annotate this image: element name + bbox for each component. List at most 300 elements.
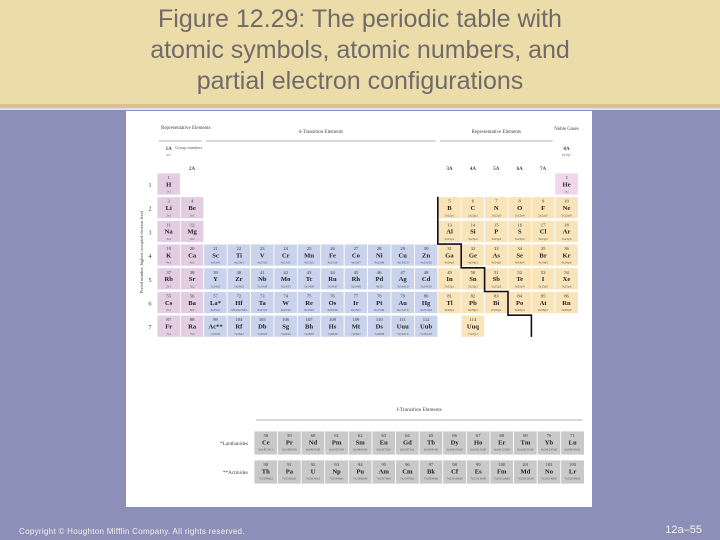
lanthanide-er-configuration: 6s24f125d0: [493, 447, 510, 452]
lanthanide-lu-configuration: 6s24f145d1: [564, 447, 581, 452]
actinide-md-number: 101: [521, 462, 529, 467]
element-co-configuration: 4s23d7: [351, 260, 361, 265]
header-noble-gases: Noble Gases: [554, 127, 579, 132]
element-si-symbol: Si: [470, 228, 476, 236]
element-bh-configuration: 7s26d5: [304, 331, 314, 336]
periodic-table-figure: [126, 111, 592, 507]
actinide-u-symbol: U: [310, 468, 316, 476]
element-rn-number: 86: [564, 293, 569, 299]
element-mo-configuration: 5s14d5: [280, 284, 291, 289]
element-hg-number: 80: [423, 293, 429, 299]
element-ru-configuration: 5s14d7: [327, 284, 338, 289]
element-o-configuration: 2s22p4: [514, 213, 525, 218]
element-os-symbol: Os: [328, 299, 337, 307]
element-ac-number: 89: [213, 317, 218, 323]
lanthanide-yb-number: 70: [546, 433, 552, 438]
element-os-configuration: 6s25d6: [327, 308, 338, 313]
element-bi-configuration: 6s26p3: [491, 308, 502, 313]
slide-number: 12a–55: [665, 524, 702, 536]
element-br-configuration: 4s24p5: [538, 260, 548, 265]
element-se-number: 34: [517, 246, 522, 252]
element-he-number: 2: [565, 175, 568, 180]
actinide-no-symbol: No: [544, 468, 554, 476]
element-mt-configuration: 7s26d7: [351, 331, 361, 336]
lanthanide-pr-configuration: 6s24f35d0: [282, 447, 297, 452]
element-sn-symbol: Sn: [469, 276, 477, 284]
element-tc-symbol: Tc: [305, 276, 313, 284]
element-uuu-number: 111: [399, 317, 406, 323]
element-ac-symbol: Ac**: [208, 323, 223, 331]
element-be-configuration: 2s2: [189, 213, 195, 218]
element-n-number: 7: [495, 198, 498, 204]
element-ge-configuration: 4s24p2: [468, 260, 478, 265]
element-si-configuration: 3s23p2: [468, 237, 478, 241]
lanthanide-yb-symbol: Yb: [544, 439, 554, 447]
element-ti-configuration: 4s23d2: [234, 260, 244, 265]
element-ne-configuration: 2s22p6: [561, 213, 572, 218]
element-ga-symbol: Ga: [445, 252, 454, 260]
element-tc-number: 43: [306, 269, 312, 275]
lanthanide-eu-configuration: 6s24f75d0: [376, 447, 391, 452]
element-as-configuration: 4s24p3: [491, 260, 502, 265]
element-ga-configuration: 4s24p1: [444, 260, 455, 265]
element-n-configuration: 2s22p3: [491, 213, 502, 218]
element-ca-number: 20: [189, 246, 195, 252]
element-pd-configuration: 4d10: [375, 284, 383, 289]
element-db-configuration: 7s26d3: [257, 331, 268, 336]
lanthanide-gd-symbol: Gd: [403, 439, 412, 447]
group-label-8a: 8A: [563, 147, 570, 152]
element-y-symbol: Y: [213, 276, 218, 284]
element-w-configuration: 6s25d4: [280, 308, 291, 313]
lanthanide-ce-symbol: Ce: [261, 439, 270, 447]
element-rf-number: 104: [235, 317, 243, 323]
element-sb-number: 51: [494, 269, 499, 275]
element-hf-symbol: Hf: [235, 299, 243, 307]
lanthanide-ho-symbol: Ho: [473, 439, 483, 447]
element-i-symbol: I: [541, 276, 545, 284]
element-sn-configuration: 5s25p2: [468, 284, 478, 289]
element-zr-symbol: Zr: [235, 276, 243, 284]
element-cd-number: 48: [423, 269, 429, 275]
actinide-pa-configuration: 7s25f26d1: [282, 476, 297, 481]
element-rn-symbol: Rn: [562, 299, 571, 307]
element-ni-symbol: Ni: [376, 252, 383, 260]
element-h-configuration: 1s1: [166, 189, 172, 194]
element-ne-symbol: Ne: [562, 205, 571, 212]
element-bi-symbol: Bi: [493, 299, 500, 307]
element-hg-configuration: 6s25d10: [420, 308, 432, 313]
element-kr-configuration: 4s24p6: [561, 260, 572, 265]
element-o-symbol: O: [517, 205, 523, 212]
element-mo-symbol: Mo: [280, 276, 291, 284]
element-te-symbol: Te: [516, 276, 524, 284]
element-s-symbol: S: [517, 228, 522, 236]
actinide-th-symbol: Th: [261, 468, 270, 476]
actinide-cm-number: 96: [405, 462, 410, 467]
actinide-u-number: 92: [310, 462, 316, 467]
actinide-pu-configuration: 7s25f66d0: [353, 476, 368, 481]
element-pt-configuration: 6s15d9: [374, 308, 385, 313]
lanthanide-ce-configuration: 6s24f15d1: [258, 447, 273, 452]
element-c-configuration: 2s22p2: [468, 213, 478, 218]
element-b-symbol: B: [447, 205, 452, 212]
period-axis-label: Period number, highest occupied electron level: [139, 210, 144, 294]
element-la-configuration: 6s25d1: [210, 308, 221, 313]
element-db-number: 105: [258, 317, 266, 323]
lanthanides-label: *Lanthanides: [220, 441, 248, 447]
period-number-3: 3: [148, 230, 152, 237]
element-ir-configuration: 6s25d7: [351, 308, 361, 313]
element-rb-symbol: Rb: [164, 276, 173, 284]
element-y-number: 39: [213, 269, 218, 275]
element-as-symbol: As: [492, 252, 500, 260]
element-se-symbol: Se: [516, 252, 523, 260]
element-li-configuration: 2s1: [166, 213, 172, 218]
element-pb-number: 82: [470, 293, 476, 299]
actinide-th-number: 90: [263, 462, 269, 467]
header-f-transition: f-Transition Elements: [396, 407, 442, 413]
element-rh-symbol: Rh: [351, 276, 361, 284]
periodic-table: [126, 111, 592, 507]
element-p-number: 15: [494, 222, 499, 228]
actinide-lr-configuration: 7s25f146d1: [564, 476, 581, 481]
element-ar-number: 18: [564, 222, 569, 228]
element-b-configuration: 2s22p1: [444, 213, 455, 218]
element-uuq-number: 114: [469, 317, 477, 323]
title-line-2: atomic symbols, atomic numbers, and: [150, 36, 570, 64]
actinide-fm-number: 100: [498, 462, 506, 467]
actinide-es-number: 99: [475, 462, 481, 467]
element-nb-number: 41: [260, 269, 265, 275]
element-fe-symbol: Fe: [329, 252, 336, 260]
slide-title: [20, 4, 700, 97]
element-fr-number: 87: [166, 317, 171, 323]
element-fe-number: 26: [330, 246, 335, 252]
lanthanide-er-number: 68: [499, 433, 505, 438]
lanthanide-sm-symbol: Sm: [355, 439, 365, 447]
group-label-5a: 5A: [493, 167, 500, 172]
element-h-number: 1: [167, 175, 170, 180]
element-li-symbol: Li: [165, 205, 172, 212]
element-ga-number: 31: [447, 246, 452, 252]
lanthanide-ho-configuration: 6s24f115d0: [470, 447, 487, 452]
element-cr-symbol: Cr: [281, 252, 290, 260]
element-ag-number: 47: [400, 269, 405, 275]
lanthanide-dy-number: 66: [452, 433, 457, 438]
element-as-number: 33: [494, 246, 499, 252]
element-sr-number: 38: [189, 269, 195, 275]
element-ba-number: 56: [189, 293, 195, 299]
element-ca-symbol: Ca: [188, 252, 197, 260]
element-tc-configuration: 5s14d6: [304, 284, 314, 289]
element-ge-number: 32: [470, 246, 476, 252]
element-ra-symbol: Ra: [188, 323, 197, 331]
element-na-configuration: 3s1: [166, 237, 172, 241]
group-numbers-label: Group numbers: [175, 145, 203, 150]
element-uuu-symbol: Uuu: [396, 323, 409, 331]
actinide-am-number: 95: [381, 462, 387, 467]
element-na-symbol: Na: [164, 228, 173, 236]
element-rh-configuration: 5s14d8: [351, 284, 361, 289]
group-label-6a: 6A: [516, 167, 523, 172]
lanthanide-nd-symbol: Nd: [308, 439, 318, 447]
actinide-fm-symbol: Fm: [497, 468, 507, 476]
actinide-am-symbol: Am: [378, 468, 389, 476]
element-rh-number: 45: [353, 269, 359, 275]
element-v-configuration: 4s23d3: [257, 260, 268, 265]
element-ni-configuration: 4s23d8: [374, 260, 385, 265]
element-uub-configuration: 7s26d10: [420, 331, 432, 336]
element-tl-symbol: Tl: [446, 299, 453, 307]
element-n-symbol: N: [493, 205, 499, 212]
element-uuq-symbol: Uuq: [466, 323, 479, 331]
element-li-number: 3: [167, 198, 170, 204]
actinide-lr-number: 103: [569, 462, 577, 467]
element-ru-number: 44: [330, 269, 335, 275]
element-mn-symbol: Mn: [304, 252, 315, 260]
actinide-bk-number: 97: [428, 462, 434, 467]
element-i-configuration: 5s25p5: [538, 284, 548, 289]
element-ru-symbol: Ru: [328, 276, 337, 284]
element-fr-configuration: 7s1: [166, 331, 172, 336]
lanthanide-sm-configuration: 6s24f65d0: [353, 447, 368, 452]
element-bh-symbol: Bh: [305, 323, 314, 331]
element-br-symbol: Br: [539, 252, 547, 260]
actinide-u-configuration: 7s25f36d1: [305, 476, 321, 481]
actinide-es-symbol: Es: [474, 468, 482, 476]
element-ta-number: 73: [260, 293, 265, 299]
element-pt-number: 78: [377, 293, 382, 299]
element-ni-number: 28: [377, 246, 382, 252]
actinide-pa-number: 91: [287, 462, 292, 467]
element-i-number: 53: [540, 269, 546, 275]
element-f-configuration: 2s22p5: [538, 213, 548, 218]
element-rb-configuration: 5s1: [166, 284, 172, 289]
element-f-number: 9: [541, 198, 545, 204]
element-al-configuration: 3s23p1: [444, 237, 455, 241]
element-ba-configuration: 6s2: [189, 308, 195, 313]
element-tl-number: 81: [447, 293, 452, 299]
period-number-7: 7: [148, 325, 152, 332]
actinide-cf-number: 98: [452, 462, 457, 467]
lanthanide-tm-number: 69: [523, 433, 528, 438]
element-bi-number: 83: [494, 293, 499, 299]
period-number-1: 1: [148, 183, 152, 189]
element-te-number: 52: [517, 269, 522, 275]
lanthanide-pm-number: 61: [334, 433, 339, 438]
actinide-np-symbol: Np: [332, 468, 341, 476]
element-ti-symbol: Ti: [235, 252, 242, 260]
element-co-number: 27: [353, 246, 359, 252]
actinide-np-configuration: 7s25f46d1: [329, 476, 344, 481]
element-mg-number: 12: [189, 222, 195, 228]
group-1a-config: ns¹: [166, 153, 171, 157]
element-cr-number: 24: [283, 246, 288, 252]
element-mg-symbol: Mg: [187, 228, 197, 236]
header-representative-left: Representative Elements: [161, 126, 211, 131]
group-label-7a: 7A: [540, 167, 547, 172]
element-cl-configuration: 3s23p5: [538, 237, 548, 241]
element-pb-configuration: 6s26p2: [468, 308, 478, 313]
element-uuq-configuration: 7s27p2: [468, 331, 478, 336]
period-number-4: 4: [148, 254, 152, 261]
element-sr-configuration: 5s2: [189, 284, 195, 289]
element-rb-number: 37: [166, 269, 171, 275]
element-ac-configuration: 7s26d1: [210, 331, 221, 336]
element-au-configuration: 6s15d10: [396, 308, 409, 313]
element-os-number: 76: [330, 293, 335, 299]
element-cl-symbol: Cl: [539, 228, 547, 236]
element-ds-symbol: Ds: [375, 323, 383, 331]
element-cu-symbol: Cu: [398, 252, 407, 260]
element-la-number: 57: [213, 293, 218, 299]
group-label-3a: 3A: [446, 167, 453, 172]
element-te-configuration: 5s25p4: [514, 284, 525, 289]
element-cu-number: 29: [400, 246, 405, 252]
element-sr-symbol: Sr: [188, 276, 196, 284]
element-xe-number: 54: [564, 269, 569, 275]
element-ca-configuration: 4s2: [189, 260, 195, 265]
period-number-2: 2: [148, 206, 152, 213]
element-nb-symbol: Nb: [258, 276, 267, 284]
element-po-number: 84: [517, 293, 522, 299]
lanthanide-sm-number: 62: [357, 433, 363, 438]
element-se-configuration: 4s24p4: [514, 260, 525, 265]
lanthanide-gd-number: 64: [405, 433, 410, 438]
element-co-symbol: Co: [351, 252, 360, 260]
element-mt-symbol: Mt: [351, 323, 361, 331]
lanthanide-tb-symbol: Tb: [426, 439, 436, 447]
element-pb-symbol: Pb: [469, 299, 477, 307]
element-hs-configuration: 7s26d6: [327, 331, 338, 336]
element-sg-symbol: Sg: [282, 323, 290, 331]
lanthanide-pm-configuration: 6s24f55d0: [329, 447, 344, 452]
element-ag-configuration: 5s14d10: [396, 284, 409, 289]
element-bh-number: 107: [305, 317, 313, 323]
element-zn-configuration: 4s23d10: [420, 260, 432, 265]
lanthanide-pr-number: 59: [287, 433, 292, 438]
lanthanide-tm-symbol: Tm: [520, 439, 531, 447]
period-number-6: 6: [148, 301, 152, 308]
element-hs-number: 108: [329, 317, 336, 323]
actinide-es-configuration: 7s25f116d0: [470, 476, 487, 481]
actinide-cm-symbol: Cm: [402, 468, 413, 476]
actinide-pu-number: 94: [357, 462, 363, 467]
element-sb-configuration: 5s25p3: [491, 284, 502, 289]
element-re-symbol: Re: [305, 299, 313, 307]
actinide-bk-configuration: 7s25f96d0: [423, 476, 439, 481]
element-v-symbol: V: [259, 252, 265, 260]
group-label-1a: 1A: [165, 147, 172, 152]
element-pt-symbol: Pt: [376, 299, 383, 307]
element-mt-number: 109: [352, 317, 360, 323]
element-ir-number: 77: [353, 293, 359, 299]
element-in-configuration: 5s25p1: [444, 284, 455, 289]
lanthanide-lu-number: 71: [570, 433, 575, 438]
element-rf-symbol: Rf: [235, 323, 243, 331]
lanthanide-tb-configuration: 6s24f95d0: [423, 447, 439, 452]
element-fr-symbol: Fr: [165, 323, 173, 331]
element-pd-number: 46: [377, 269, 382, 275]
element-b-number: 5: [448, 198, 451, 204]
element-ne-number: 10: [564, 198, 569, 204]
element-k-configuration: 4s1: [166, 260, 172, 265]
lanthanide-dy-symbol: Dy: [450, 439, 459, 447]
element-cl-number: 17: [540, 222, 546, 228]
actinide-pu-symbol: Pu: [356, 468, 365, 476]
element-cs-symbol: Cs: [165, 299, 173, 307]
element-mn-configuration: 4s23d5: [304, 260, 314, 265]
element-ar-configuration: 3s23p6: [561, 237, 572, 241]
lanthanide-yb-configuration: 6s24f145d0: [540, 447, 558, 452]
lanthanide-ho-number: 67: [475, 433, 481, 438]
element-la-symbol: La*: [210, 299, 221, 307]
element-in-number: 49: [447, 269, 452, 275]
element-cu-configuration: 4s13d10: [396, 260, 409, 265]
actinide-no-configuration: 7s25f146d0: [540, 476, 558, 481]
lanthanide-nd-configuration: 6s24f45d0: [305, 447, 321, 452]
actinide-th-configuration: 7s25f06d2: [258, 476, 273, 481]
element-po-symbol: Po: [516, 299, 524, 307]
element-ag-symbol: Ag: [398, 276, 407, 284]
actinide-am-configuration: 7s25f76d0: [376, 476, 391, 481]
element-at-configuration: 6s26p5: [538, 308, 548, 313]
element-cs-number: 55: [166, 293, 171, 299]
element-he-configuration: 1s2: [564, 189, 569, 194]
lanthanide-eu-number: 63: [381, 433, 387, 438]
actinide-cf-configuration: 7s25f106d0: [446, 476, 463, 481]
element-ba-symbol: Ba: [188, 299, 196, 307]
element-w-number: 74: [283, 293, 288, 299]
element-he-symbol: He: [562, 181, 571, 189]
element-zr-configuration: 5s24d2: [234, 284, 244, 289]
element-xe-configuration: 5s25p6: [561, 284, 572, 289]
lanthanide-dy-configuration: 6s24f105d0: [446, 447, 463, 452]
element-re-number: 75: [306, 293, 312, 299]
element-uub-symbol: Uub: [420, 323, 433, 331]
element-f-symbol: F: [541, 205, 546, 212]
element-na-number: 11: [166, 222, 171, 228]
lanthanide-lu-symbol: Lu: [568, 439, 577, 447]
element-mn-number: 25: [306, 246, 312, 252]
title-divider: [0, 108, 720, 110]
element-c-symbol: C: [470, 205, 476, 212]
element-ra-number: 88: [189, 317, 195, 323]
element-ra-configuration: 7s2: [189, 331, 195, 336]
element-h-symbol: H: [166, 181, 172, 189]
element-hg-symbol: Hg: [421, 299, 431, 307]
element-p-symbol: P: [494, 228, 499, 236]
element-mo-number: 42: [283, 269, 288, 275]
element-rn-configuration: 6s26p6: [561, 308, 572, 313]
copyright-text: Copyright © Houghton Mifflin Company. All rights reserved.: [19, 527, 245, 536]
actinide-pa-symbol: Pa: [285, 468, 294, 476]
lanthanide-tb-number: 65: [428, 433, 434, 438]
element-cr-configuration: 4s13d5: [280, 260, 291, 265]
element-po-configuration: 6s26p4: [514, 308, 525, 313]
element-ta-symbol: Ta: [258, 299, 266, 307]
element-v-number: 23: [260, 246, 265, 252]
element-zr-number: 40: [236, 269, 242, 275]
lanthanide-gd-configuration: 6s24f75d1: [400, 447, 415, 452]
actinide-md-symbol: Md: [520, 468, 531, 476]
actinide-md-configuration: 7s25f136d0: [517, 476, 534, 481]
element-zn-symbol: Zn: [422, 252, 431, 260]
lanthanide-ce-number: 58: [263, 433, 269, 438]
element-uuu-configuration: 7s16d10: [396, 331, 409, 336]
group-label-2a: 2A: [189, 167, 196, 172]
